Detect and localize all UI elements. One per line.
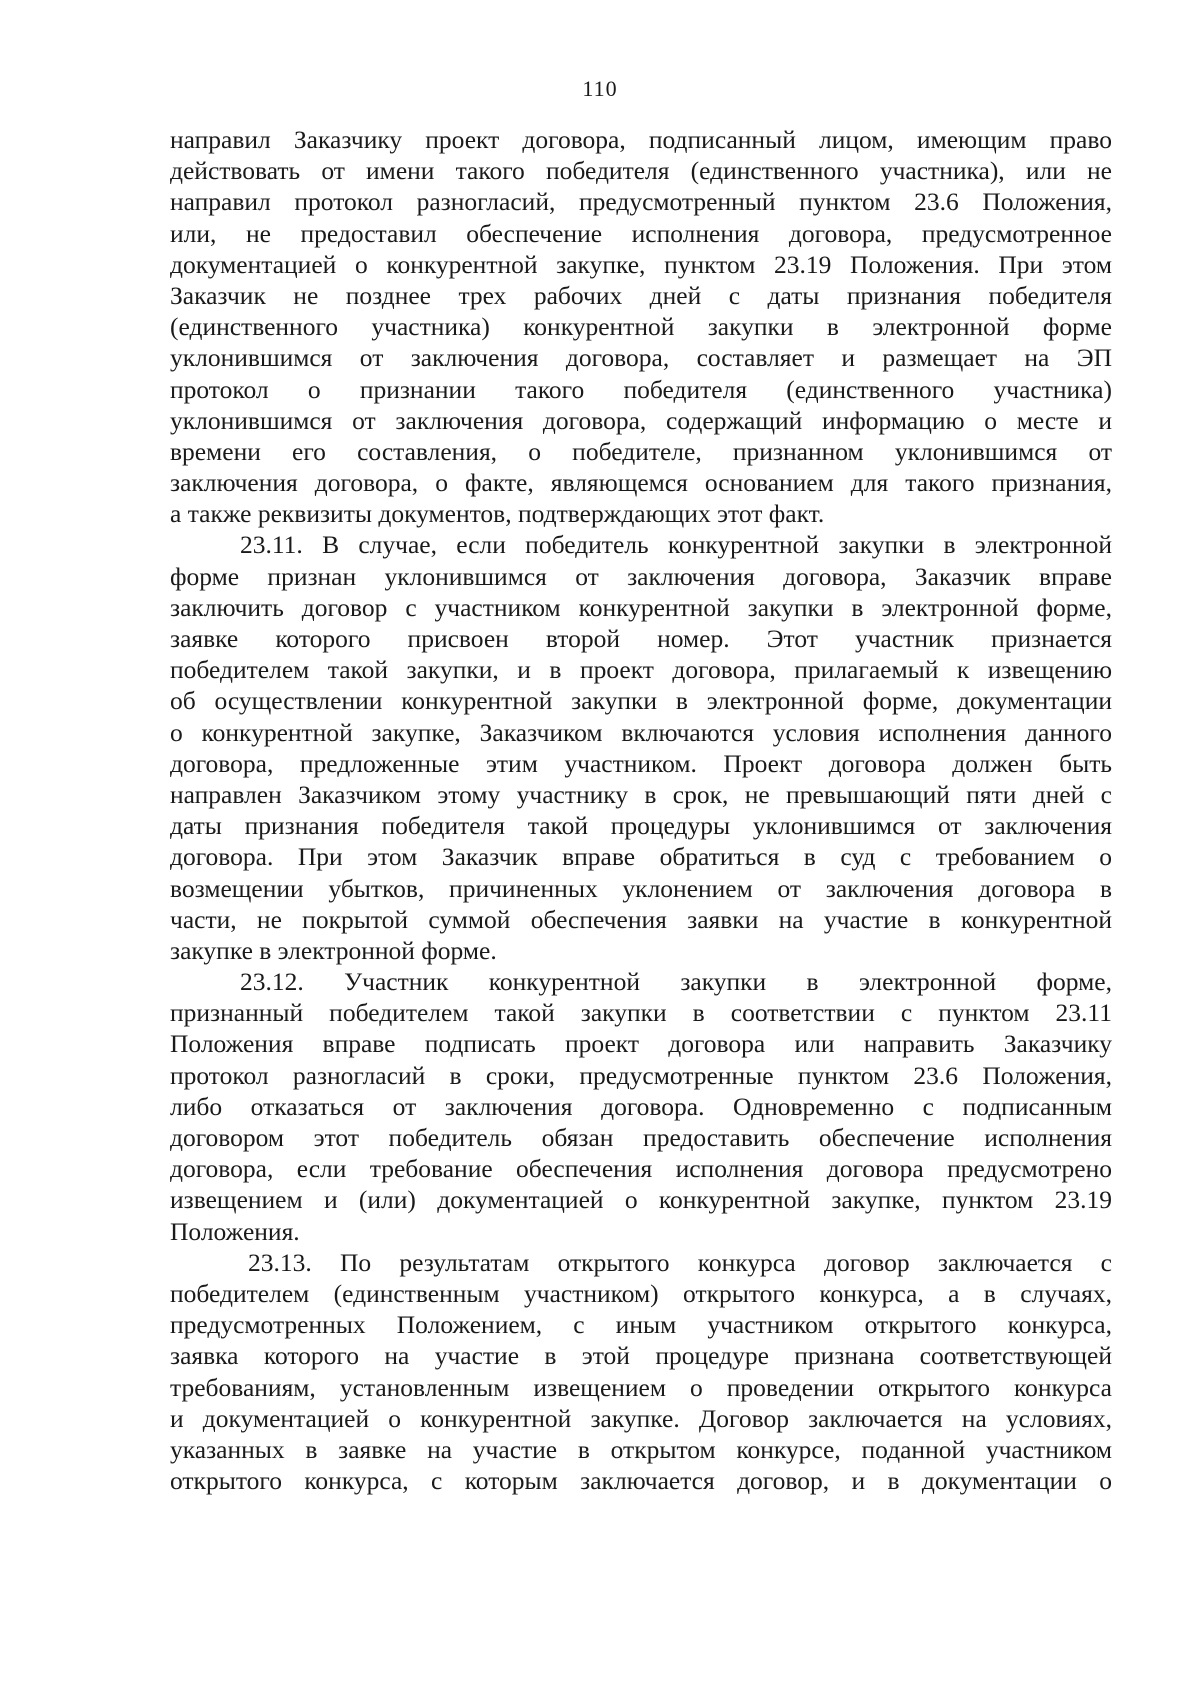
text-line: либо отказаться от заключения договора. Одновременно с подписанным bbox=[170, 1091, 1112, 1121]
paragraph-23-11-start: 23.11. В случае, если победитель конкурентной закупки в электронной bbox=[240, 530, 1112, 560]
text-line: требованиям, установленным извещением о проведении открытого конкурса bbox=[170, 1372, 1112, 1402]
document-body bbox=[170, 124, 1112, 1496]
text-line: признанный победителем такой закупки в соответствии с пунктом 23.11 bbox=[170, 998, 1112, 1028]
text-line: победителем (единственным участником) открытого конкурса, а в случаях, bbox=[170, 1278, 1112, 1308]
text-line: заявка которого на участие в этой процедуре признана соответствующей bbox=[170, 1341, 1112, 1371]
text-line: Положения вправе подписать проект договора или направить Заказчику bbox=[170, 1029, 1112, 1059]
text-line: действовать от имени такого победителя (единственного участника), или не bbox=[170, 156, 1112, 186]
paragraph-23-12-start: 23.12. Участник конкурентной закупки в электронной форме, bbox=[240, 967, 1112, 997]
text-line: (единственного участника) конкурентной закупки в электронной форме bbox=[170, 312, 1112, 342]
text-line: даты признания победителя такой процедуры уклонившимся от заключения bbox=[170, 811, 1112, 841]
text-line: уклонившимся от заключения договора, составляет и размещает на ЭП bbox=[170, 343, 1112, 373]
text-line: направил Заказчику проект договора, подписанный лицом, имеющим право bbox=[170, 125, 1112, 154]
text-line: протокол разногласий в сроки, предусмотренные пунктом 23.6 Положения, bbox=[170, 1060, 1112, 1090]
text-line: открытого конкурса, с которым заключается договор, и в документации о bbox=[170, 1466, 1112, 1496]
text-line: договора. При этом Заказчик вправе обратиться в суд с требованием о bbox=[170, 842, 1112, 872]
text-line: уклонившимся от заключения договора, содержащий информацию о месте и bbox=[170, 405, 1112, 435]
text-line: закупке в электронной форме. bbox=[170, 935, 497, 965]
text-line: указанных в заявке на участие в открытом конкурсе, поданной участником bbox=[170, 1434, 1112, 1464]
text-line: о конкурентной закупке, Заказчиком включаются условия исполнения данного bbox=[170, 717, 1112, 747]
text-line: возмещении убытков, причиненных уклонением от заключения договора в bbox=[170, 873, 1112, 903]
text-line: об осуществлении конкурентной закупки в электронной форме, документации bbox=[170, 686, 1112, 716]
text-line: и документацией о конкурентной закупке. Договор заключается на условиях, bbox=[170, 1403, 1112, 1433]
text-line: Положения. bbox=[170, 1216, 300, 1246]
text-line: форме признан уклонившимся от заключения договора, Заказчик вправе bbox=[170, 561, 1112, 591]
text-line: направлен Заказчиком этому участнику в срок, не превышающий пяти дней с bbox=[170, 779, 1112, 809]
text-line: а также реквизиты документов, подтверждающих этот факт. bbox=[170, 499, 825, 529]
text-line: части, не покрытой суммой обеспечения заявки на участие в конкурентной bbox=[170, 904, 1112, 934]
text-line: или, не предоставил обеспечение исполнения договора, предусмотренное bbox=[170, 218, 1112, 248]
text-line: протокол о признании такого победителя (единственного участника) bbox=[170, 374, 1112, 404]
text-line: заключить договор с участником конкурентной закупки в электронной форме, bbox=[170, 592, 1112, 622]
text-line: направил протокол разногласий, предусмотренный пунктом 23.6 Положения, bbox=[170, 187, 1112, 217]
text-line: времени его составления, о победителе, признанном уклонившимся от bbox=[170, 436, 1112, 466]
text-line: заключения договора, о факте, являющемся основанием для такого признания, bbox=[170, 468, 1112, 498]
text-line: Заказчик не позднее трех рабочих дней с даты признания победителя bbox=[170, 280, 1112, 310]
text-line: договором этот победитель обязан предоставить обеспечение исполнения bbox=[170, 1123, 1112, 1152]
paragraph-23-13-start: 23.13. По результатам открытого конкурса договор заключается с bbox=[248, 1247, 1112, 1277]
page-number: 110 bbox=[582, 76, 618, 101]
text-line: документацией о конкурентной закупке, пунктом 23.19 Положения. При этом bbox=[170, 249, 1112, 279]
text-line: договора, предложенные этим участником. Проект договора должен быть bbox=[170, 748, 1112, 778]
text-line: заявке которого присвоен второй номер. Этот участник признается bbox=[170, 624, 1112, 653]
text-line: победителем такой закупки, и в проект договора, прилагаемый к извещению bbox=[170, 655, 1112, 685]
text-line: договора, если требование обеспечения исполнения договора предусмотрено bbox=[170, 1154, 1112, 1184]
text-line: предусмотренных Положением, с иным участником открытого конкурса, bbox=[170, 1310, 1112, 1340]
text-line: извещением и (или) документацией о конкурентной закупке, пунктом 23.19 bbox=[170, 1185, 1112, 1215]
